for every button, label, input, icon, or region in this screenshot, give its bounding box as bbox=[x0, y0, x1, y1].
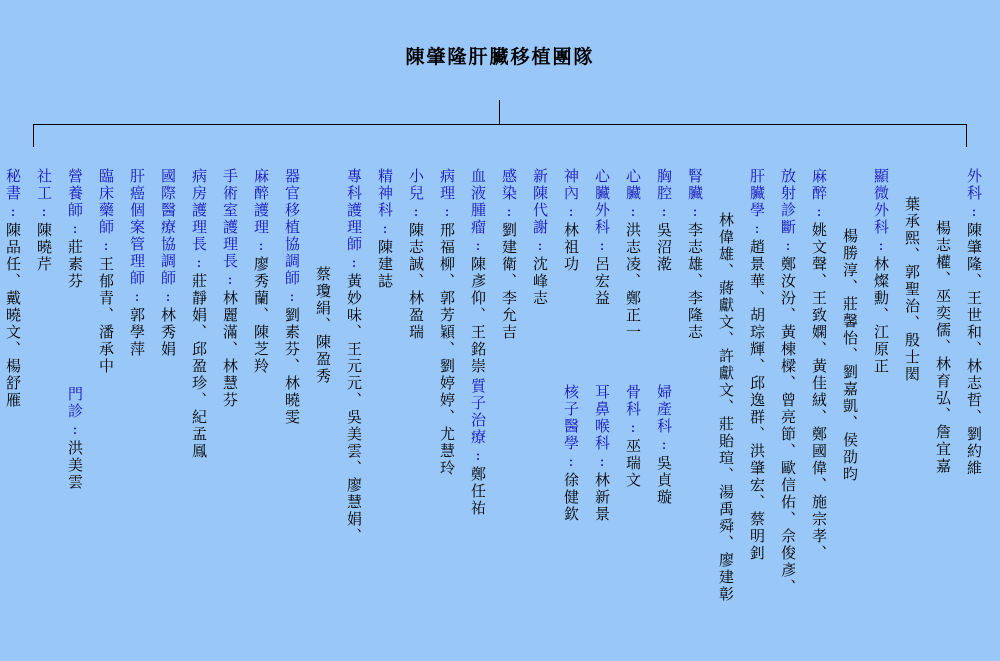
column-names: 呂宏益 bbox=[593, 256, 611, 307]
column-outpatient bbox=[67, 386, 82, 491]
column-sub-names: 巫瑞文 bbox=[624, 438, 642, 489]
column-social-worker bbox=[36, 168, 51, 273]
column-names: 楊勝淳、莊馨怡、劉嘉凱、侯劭昀 bbox=[841, 228, 859, 483]
column-label: 麻醉: bbox=[810, 168, 828, 222]
org-tree-left-branch bbox=[33, 124, 34, 147]
column-label: 國際醫療協調師: bbox=[159, 168, 177, 307]
column-obgyn bbox=[656, 384, 671, 506]
column-proton-therapy bbox=[470, 378, 485, 517]
column-sub-label: 質子治療: bbox=[469, 378, 487, 466]
column-hematology-oncology bbox=[470, 168, 485, 375]
column-sub-names: 吳貞璇 bbox=[655, 455, 673, 506]
column-names: 吳沼漧 bbox=[655, 222, 673, 273]
column-label: 放射診斷: bbox=[779, 168, 797, 256]
column-sub-names: 鄭任祐 bbox=[469, 466, 487, 517]
column-label: 肝癌個案管理師: bbox=[128, 168, 146, 307]
column-label: 感染: bbox=[500, 168, 518, 222]
column-names: 劉素芬、林曉雯 bbox=[283, 307, 301, 426]
column-names: 姚文聲、王致嫻、黃佳絨、鄭國偉、施宗孝、 bbox=[810, 222, 828, 562]
column-clinical-pharmacist bbox=[98, 168, 113, 375]
column-label: 麻醉護理: bbox=[252, 168, 270, 256]
column-names: 郭學萍 bbox=[128, 307, 146, 358]
column-label: 專科護理師: bbox=[345, 168, 363, 273]
column-pathology bbox=[439, 168, 454, 477]
column-names: 鄭汝汾、黃棟樑、曾亮節、歐信佑、佘俊彥、 bbox=[779, 256, 797, 596]
column-names: 林秀娟 bbox=[159, 307, 177, 358]
column-or-head-nurse bbox=[222, 168, 237, 409]
column-label: 神內: bbox=[562, 168, 580, 222]
column-names: 劉建衛、李允吉 bbox=[500, 222, 518, 341]
column-label: 顯微外科: bbox=[872, 168, 890, 256]
column-names: 林麗滿、林慧芬 bbox=[221, 290, 239, 409]
column-label: 肝臟學: bbox=[748, 168, 766, 239]
column-label: 腎臟: bbox=[686, 168, 704, 222]
column-sub-names: 林新景 bbox=[593, 472, 611, 523]
column-orthopedics bbox=[625, 384, 640, 489]
column-names: 陳肇隆、王世和、林志哲、劉約維 bbox=[965, 222, 983, 477]
column-neurology bbox=[563, 168, 578, 273]
column-sub-label: 骨科: bbox=[624, 384, 642, 438]
column-surgery-cont-1 bbox=[935, 220, 950, 475]
column-label: 精神科: bbox=[376, 168, 394, 239]
page-title: 陳肇隆肝臟移植團隊 bbox=[405, 46, 595, 68]
column-label: 病理: bbox=[438, 168, 456, 222]
column-international-coordinator bbox=[160, 168, 175, 358]
column-label: 新陳代謝: bbox=[531, 168, 549, 256]
column-sub-label: 婦產科: bbox=[655, 384, 673, 455]
org-tree-right-branch bbox=[966, 124, 967, 147]
column-names: 沈峰志 bbox=[531, 256, 549, 307]
column-nurse-practitioner-cont bbox=[315, 266, 330, 385]
column-sub-label: 核子醫學: bbox=[562, 384, 580, 472]
column-label: 心臟: bbox=[624, 168, 642, 222]
column-label: 社工: bbox=[35, 168, 53, 222]
column-label: 營養師: bbox=[66, 168, 84, 239]
column-names: 陳彥仰、王銘崇 bbox=[469, 256, 487, 375]
org-tree-stem bbox=[499, 100, 500, 124]
column-label: 小兒: bbox=[407, 168, 425, 222]
column-label: 胸腔: bbox=[655, 168, 673, 222]
column-microsurgery-cont bbox=[842, 228, 857, 483]
column-names: 林偉雄、蔣獻文、許獻文、莊貽瑄、湯禹舜、廖建彰 bbox=[717, 212, 735, 603]
column-nuclear-medicine bbox=[563, 384, 578, 523]
column-label: 外科: bbox=[965, 168, 983, 222]
column-names: 陳志誠、林盈瑞 bbox=[407, 222, 425, 341]
column-names: 莊靜娟、邱盈珍、紀孟鳳 bbox=[190, 273, 208, 460]
column-label: 血液腫瘤: bbox=[469, 168, 487, 256]
column-names: 邢福柳、郭芳穎、劉婷婷、尤慧玲 bbox=[438, 222, 456, 477]
column-label: 手術室護理長: bbox=[221, 168, 239, 290]
column-names: 林燦勳、江原正 bbox=[872, 256, 890, 375]
column-microsurgery bbox=[873, 168, 888, 375]
column-label: 心臟外科: bbox=[593, 168, 611, 256]
column-radiology bbox=[780, 168, 795, 596]
column-liver-cancer-case-manager bbox=[129, 168, 144, 358]
column-anesthesia bbox=[811, 168, 826, 562]
column-names: 楊志權、巫奕儒、林育弘、詹宜嘉 bbox=[934, 220, 952, 475]
column-ent bbox=[594, 384, 609, 523]
column-names: 黃妙味、王元元、吳美雲、廖慧娟、 bbox=[345, 273, 363, 545]
column-sub-label: 門診: bbox=[66, 386, 84, 440]
column-label: 病房護理長: bbox=[190, 168, 208, 273]
column-nephrology bbox=[687, 168, 702, 341]
column-names: 王郁青、潘承中 bbox=[97, 256, 115, 375]
column-pediatrics bbox=[408, 168, 423, 341]
column-sub-names: 徐健欽 bbox=[562, 472, 580, 523]
column-ward-head-nurse bbox=[191, 168, 206, 460]
column-names: 洪志凌、鄭正一 bbox=[624, 222, 642, 341]
column-nurse-practitioner bbox=[346, 168, 361, 545]
column-anesthesia-nursing bbox=[253, 168, 268, 375]
column-sub-names: 洪美雲 bbox=[66, 440, 84, 491]
column-secretary bbox=[5, 168, 20, 409]
column-metabolism bbox=[532, 168, 547, 307]
column-hepatology-cont bbox=[718, 212, 733, 603]
column-names: 陳曉芹 bbox=[35, 222, 53, 273]
column-cardiac-surgery bbox=[594, 168, 609, 307]
column-label: 臨床藥師: bbox=[97, 168, 115, 256]
column-names: 廖秀蘭、陳芝羚 bbox=[252, 256, 270, 375]
column-names: 葉承熙、郭聖治、殷士閎 bbox=[903, 196, 921, 383]
column-dietitian bbox=[67, 168, 82, 290]
column-names: 蔡瓊絹、陳盈秀 bbox=[314, 266, 332, 385]
column-names: 林祖功 bbox=[562, 222, 580, 273]
column-cardiology bbox=[625, 168, 640, 341]
column-infection bbox=[501, 168, 516, 341]
column-label: 秘書: bbox=[4, 168, 22, 222]
column-names: 陳建誌 bbox=[376, 239, 394, 290]
column-surgery-cont-2 bbox=[904, 196, 919, 383]
column-names: 趙景華、胡琮輝、邱逸群、洪肇宏、蔡明釗 bbox=[748, 239, 766, 562]
org-tree-bar bbox=[33, 124, 967, 125]
column-names: 陳品任、戴曉文、楊舒雁 bbox=[4, 222, 22, 409]
column-sub-label: 耳鼻喉科: bbox=[593, 384, 611, 472]
column-names: 莊素芬 bbox=[66, 239, 84, 290]
column-hepatology bbox=[749, 168, 764, 562]
column-transplant-coordinator bbox=[284, 168, 299, 426]
column-psychiatry bbox=[377, 168, 392, 290]
column-chest bbox=[656, 168, 671, 273]
column-surgery bbox=[966, 168, 981, 477]
column-names: 李志雄、李隆志 bbox=[686, 222, 704, 341]
column-label: 器官移植協調師: bbox=[283, 168, 301, 307]
